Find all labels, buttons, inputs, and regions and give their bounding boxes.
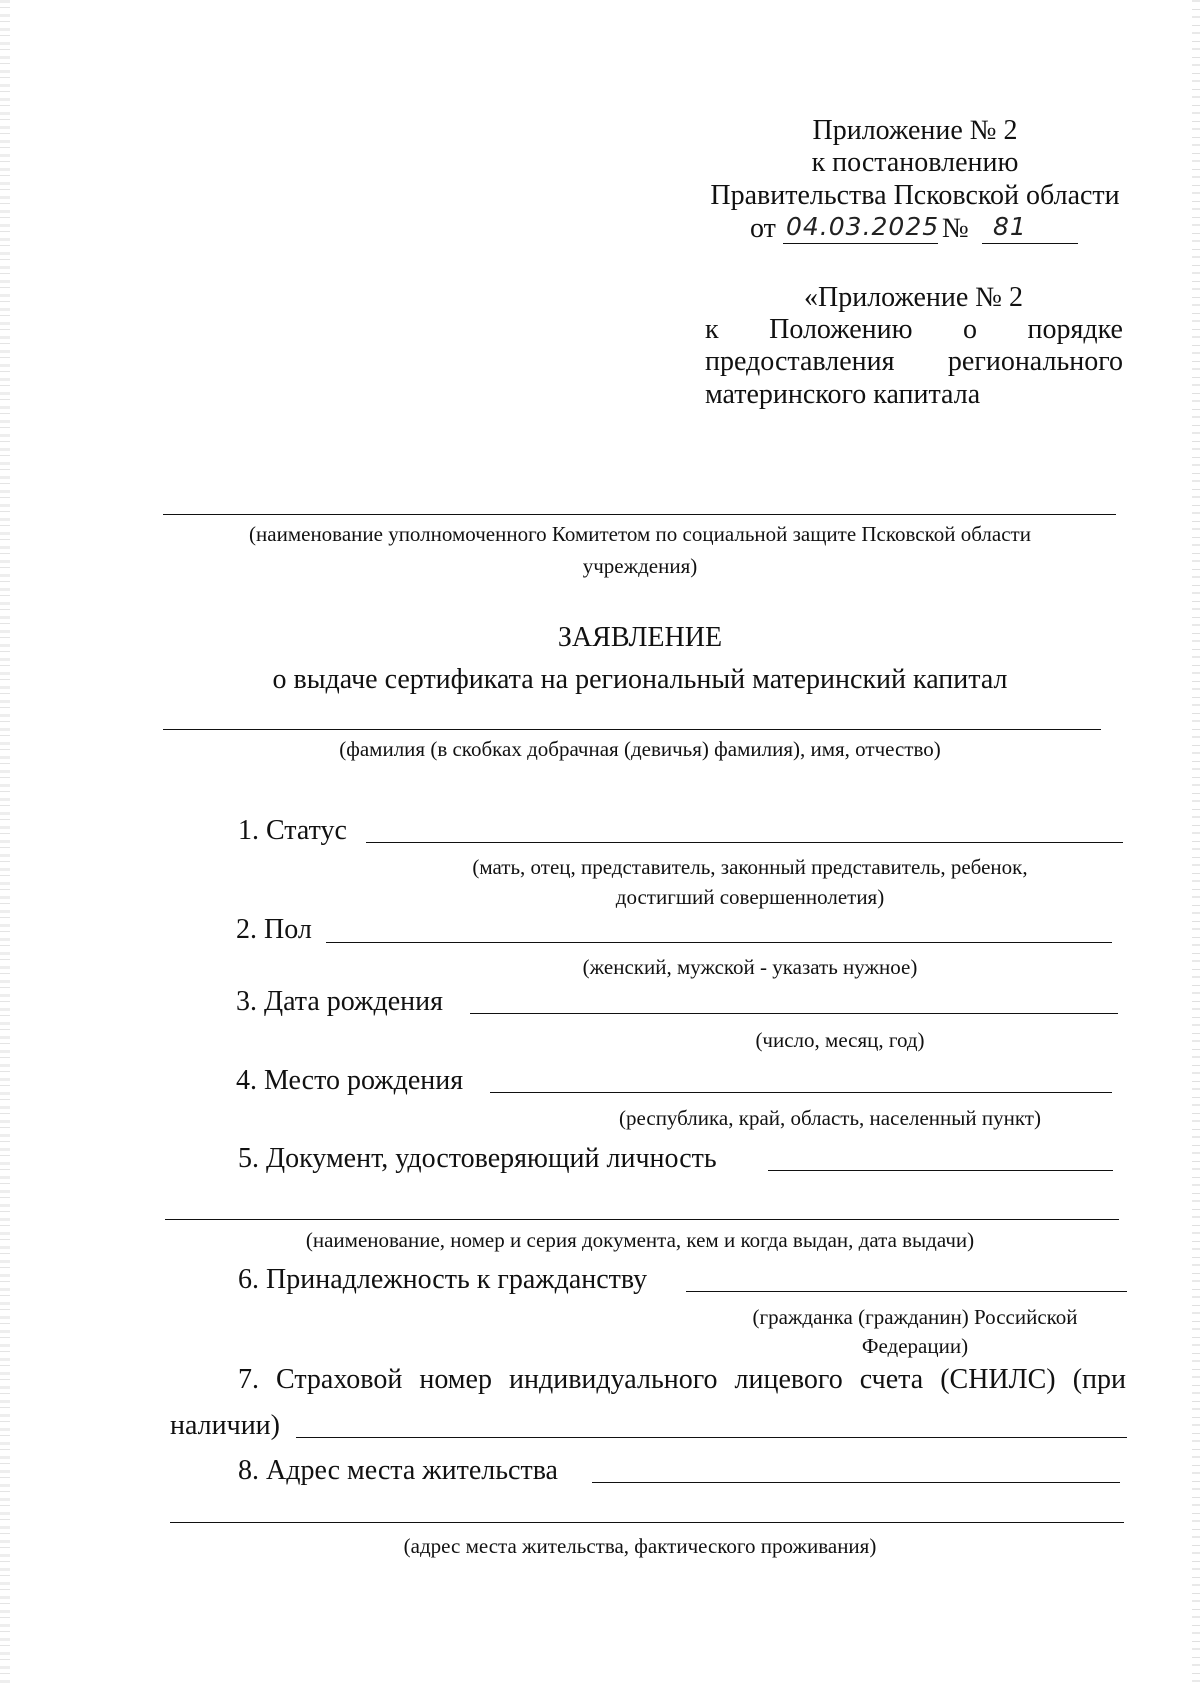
annex-word: порядке: [1027, 314, 1123, 345]
id-document-label: 5. Документ, удостоверяющий личность: [238, 1143, 717, 1174]
annex-word: регионального: [947, 346, 1123, 377]
document-title: ЗАЯВЛЕНИЕ: [557, 622, 723, 653]
address-label: 8. Адрес места жительства: [238, 1455, 558, 1486]
sex-hint: (женский, мужской - указать нужное): [582, 955, 918, 979]
id-document-hint: (наименование, номер и серия документа, кем и когда выдан, дата выдачи): [305, 1228, 975, 1252]
document-subtitle: о выдаче сертификата на региональный материнский капитал: [272, 664, 1008, 695]
citizenship-hint-2: Федерации): [861, 1334, 969, 1358]
snils-word: (при: [1072, 1364, 1126, 1395]
snils-word: 7.: [238, 1364, 259, 1395]
annex-word: предоставления: [705, 346, 895, 377]
number-underline: [982, 243, 1078, 244]
resolution-date: 04.03.2025: [786, 212, 940, 241]
status-label: 1. Статус: [238, 815, 347, 846]
snils-label-line-1: [238, 1364, 1126, 1396]
snils-word: (СНИЛС): [940, 1364, 1056, 1395]
applicant-name-line: [163, 729, 1101, 730]
annex-word: к: [705, 314, 719, 345]
birth-date-label: 3. Дата рождения: [236, 986, 443, 1017]
snils-field-line: [296, 1437, 1127, 1438]
status-field-line: [366, 842, 1123, 843]
citizenship-field-line: [686, 1291, 1127, 1292]
number-sign: №: [942, 213, 969, 244]
address-second-line: [170, 1522, 1124, 1523]
date-underline: [783, 243, 938, 244]
institution-caption-1: (наименование уполномоченного Комитетом по социальной защите Псковской области: [249, 522, 1031, 546]
annex-line-1: [705, 314, 1123, 346]
annex-word: о: [963, 314, 978, 345]
annex-line-2: [705, 346, 1123, 378]
birth-date-field-line: [470, 1013, 1118, 1014]
status-hint-1: (мать, отец, представитель, законный представитель, ребенок,: [472, 855, 1028, 879]
scan-left-edge: [0, 0, 10, 1686]
birth-date-hint: (число, месяц, год): [755, 1028, 925, 1052]
birth-place-label: 4. Место рождения: [236, 1065, 464, 1096]
scan-right-edge: [1192, 0, 1200, 1686]
applicant-name-caption: (фамилия (в скобках добрачная (девичья) фамилия), имя, отчество): [339, 737, 941, 761]
snils-word: лицевого: [734, 1364, 843, 1395]
annex-line-3: материнского капитала: [705, 379, 981, 410]
institution-line: [163, 514, 1116, 515]
id-document-field-line: [768, 1170, 1113, 1171]
snils-word: номер: [419, 1364, 492, 1395]
from-prefix: от: [750, 213, 776, 244]
sex-field-line: [326, 942, 1112, 943]
citizenship-label: 6. Принадлежность к гражданству: [238, 1264, 648, 1295]
attachment-number: Приложение № 2: [812, 115, 1018, 146]
to-resolution: к постановлению: [811, 147, 1019, 178]
birth-place-hint: (республика, край, область, населенный пункт): [619, 1106, 1041, 1130]
address-field-line: [592, 1482, 1120, 1483]
sex-label: 2. Пол: [236, 914, 312, 945]
annex-word: Положению: [769, 314, 913, 345]
birth-place-field-line: [490, 1092, 1112, 1093]
snils-word: счета: [859, 1364, 924, 1395]
snils-word: Страховой: [276, 1364, 403, 1395]
snils-label-line-2: наличии): [170, 1410, 280, 1441]
citizenship-hint-1: (гражданка (гражданин) Российской: [752, 1305, 1078, 1329]
id-document-second-line: [165, 1219, 1119, 1220]
government-name: Правительства Псковской области: [710, 180, 1120, 211]
snils-word: индивидуального: [509, 1364, 718, 1395]
institution-caption-2: учреждения): [582, 554, 698, 578]
resolution-number: 81: [993, 212, 1027, 241]
status-hint-2: достигший совершеннолетия): [615, 885, 885, 909]
annex-title: «Приложение № 2: [804, 282, 1023, 313]
address-hint: (адрес места жительства, фактического проживания): [403, 1534, 877, 1558]
